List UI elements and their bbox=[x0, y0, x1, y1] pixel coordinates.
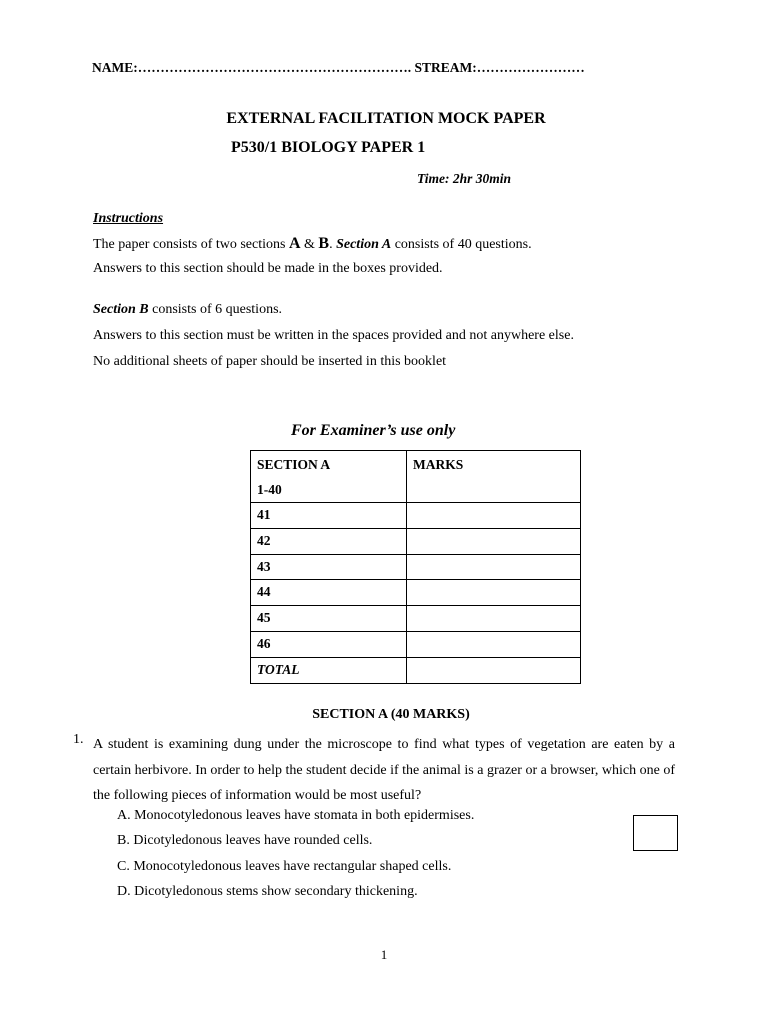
instruction-line-3 bbox=[93, 302, 282, 318]
stream-blank[interactable]: …………………… bbox=[476, 60, 585, 75]
instruction-text: The paper consists of two sections bbox=[93, 237, 289, 252]
table-row bbox=[251, 554, 581, 580]
question-range: 1-40 bbox=[257, 482, 282, 497]
question-number-cell: 41 bbox=[251, 503, 407, 529]
answer-box[interactable] bbox=[633, 815, 678, 851]
table-row bbox=[251, 580, 581, 606]
marks-cell[interactable] bbox=[407, 580, 581, 606]
marks-header: MARKS bbox=[413, 457, 464, 472]
page-number: 1 bbox=[380, 947, 388, 962]
instruction-text: consists of 40 questions. bbox=[391, 237, 532, 252]
question-number-cell: 46 bbox=[251, 631, 407, 657]
section-a-header-cell bbox=[251, 451, 407, 503]
question-text: A student is examining dung under the microscope to find what types of vegetation are eaten by a certain herbivore. In order to help the student decide if the animal is a grazer or a browser, which one of the following pieces of information would be most useful? bbox=[93, 737, 675, 804]
section-a-label: Section A bbox=[336, 237, 392, 252]
table-row bbox=[251, 606, 581, 632]
ampersand: & bbox=[300, 237, 319, 252]
name-label: NAME: bbox=[92, 60, 138, 75]
name-stream-line bbox=[92, 60, 585, 76]
instruction-line-5: No additional sheets of paper should be inserted in this booklet bbox=[93, 354, 447, 369]
table-row bbox=[251, 528, 581, 554]
total-label-cell: TOTAL bbox=[251, 657, 407, 683]
instruction-line-1 bbox=[93, 235, 532, 253]
instructions-heading: Instructions bbox=[93, 211, 164, 226]
question-number-cell: 44 bbox=[251, 580, 407, 606]
period: . bbox=[329, 237, 337, 252]
instruction-line-4: Answers to this section must be written in the spaces provided and not anywhere else. bbox=[93, 328, 574, 343]
name-blank[interactable]: ……………………………………………………. bbox=[137, 60, 412, 75]
paper-title: EXTERNAL FACILITATION MOCK PAPER bbox=[226, 110, 546, 127]
marks-cell[interactable] bbox=[407, 528, 581, 554]
paper-subtitle: P530/1 BIOLOGY PAPER 1 bbox=[231, 139, 426, 156]
option-d: D. Dicotyledonous stems show secondary thickening. bbox=[117, 884, 418, 899]
option-c: C. Monocotyledonous leaves have rectangular shaped cells. bbox=[117, 859, 452, 874]
question-number-cell: 45 bbox=[251, 606, 407, 632]
marks-cell[interactable] bbox=[407, 503, 581, 529]
question-number-cell: 42 bbox=[251, 528, 407, 554]
marks-cell[interactable] bbox=[407, 554, 581, 580]
section-b-label: Section B bbox=[93, 302, 149, 317]
instruction-line-2: Answers to this section should be made in the boxes provided. bbox=[93, 261, 443, 276]
stream-label: STREAM: bbox=[414, 60, 477, 75]
section-a-letter: A bbox=[288, 235, 301, 252]
option-b: B. Dicotyledonous leaves have rounded cells. bbox=[117, 833, 373, 848]
examiner-table-caption: For Examiner’s use only bbox=[291, 422, 456, 439]
table-row bbox=[251, 503, 581, 529]
marks-cell[interactable] bbox=[407, 631, 581, 657]
option-a: A. Monocotyledonous leaves have stomata in both epidermises. bbox=[117, 808, 475, 823]
marks-cell[interactable] bbox=[407, 606, 581, 632]
examiner-marks-table bbox=[250, 450, 581, 684]
table-header-row bbox=[251, 451, 581, 503]
total-row bbox=[251, 657, 581, 683]
section-b-letter: B bbox=[318, 235, 330, 252]
section-a-header: SECTION A bbox=[257, 457, 331, 472]
marks-header-cell bbox=[407, 451, 581, 503]
question-number: 1. bbox=[73, 732, 84, 747]
section-a-heading: SECTION A (40 MARKS) bbox=[312, 707, 470, 722]
table-row bbox=[251, 631, 581, 657]
time-allowed: Time: 2hr 30min bbox=[417, 171, 512, 186]
question-number-cell: 43 bbox=[251, 554, 407, 580]
instruction-text: consists of 6 questions. bbox=[148, 302, 283, 317]
total-marks-cell[interactable] bbox=[407, 657, 581, 683]
